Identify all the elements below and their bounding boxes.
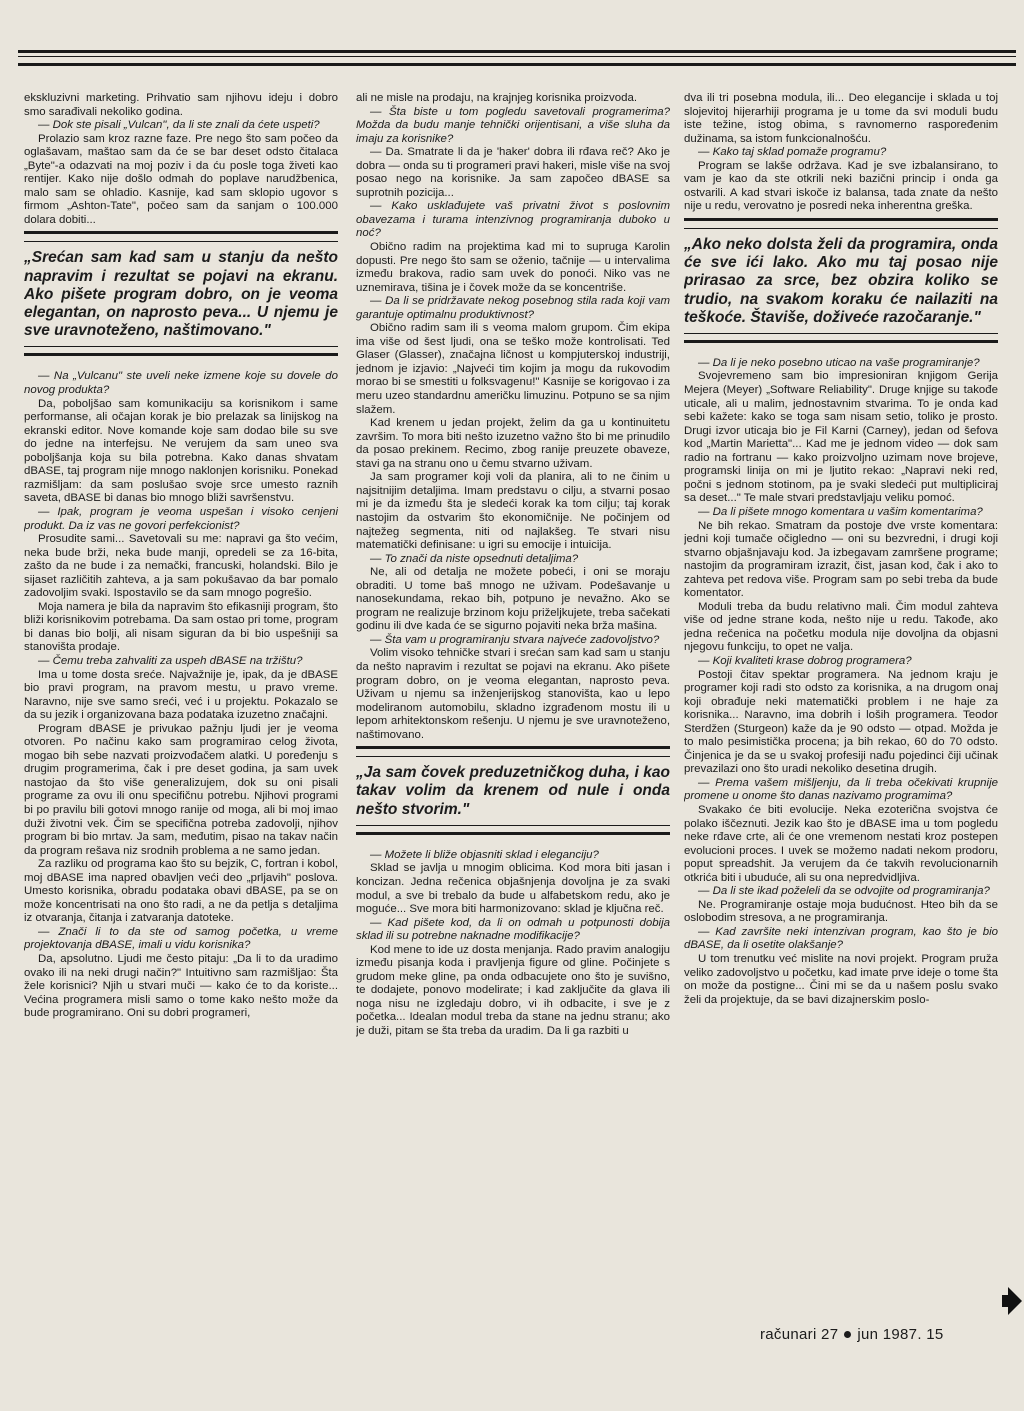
paragraph: Svakako će biti evolucije. Neka ezoterična svojstva će polako iščeznuti. Jezik kao što je dBASE ima u tom pogledu neke rđave crte, ali će one vremenom nestati kroz postepen evolucioni proces. I uvek se možemo nadati nekom prodoru, poput spreadshit. Ja verujem da će takvih revolucionarnih otkrića biti i ubuduće, ali su ona nepredvidljiva. — [684, 803, 998, 884]
pull-quote-rule-bottom — [684, 333, 998, 343]
pull-quote-rule-bottom — [356, 825, 670, 835]
paragraph: Prosudite sami... Savetovali su me: napravi ga što većim, neka bude brži, neka bude manji, opredeli se za 16-bita, zašto da ne bude i za nemački, francuski, holandski. Bilo je sijaset različitih zahteva, a ja sam pokušavao da bar pomalo zadovoljim svaki. Ispostavilo se da sam mnogo pogrešio. — [24, 533, 338, 600]
question: — Čemu treba zahvaliti za uspeh dBASE na tržištu? — [38, 654, 303, 667]
question: — Kad pišete kod, da li on odmah u potpunosti dobija sklad ili su potrebne naknadne modifikacije? — [356, 916, 670, 943]
paragraph: Da, poboljšao sam komunikaciju sa korisnikom i same performanse, ali očajan korak je bio prelazak sa linijskog na ekranski editor. Nove komande koje sam dodao bile su sve do jedne na interfejsu. Ne verujem da sam uneo sva poboljšanja koja su bila potrebna. Kako danas shvatam dBASE, taj program nije mnogo naklonjen korisniku. Ponekad razmišljam: da sam poslušao svoje srce umesto raznih saveta, dBASE bi danas bio mnogo bliži savršenstvu. — [24, 397, 338, 505]
question: — Na „Vulcanu" ste uveli neke izmene koje su dovele do novog produkta? — [24, 370, 338, 397]
top-rule — [18, 50, 1016, 66]
paragraph: Kod mene to ide uz dosta menjanja. Rado pravim analogiju između pisanja koda i pravljenja figure od gline. Počinjete s grudom meke gline, pa onda odbacujete ono što je suvišno, te dodajete, ponovo modelirate; i kad zaključite da glava ili noga nisu ne izgledaju dobro, vi ih odbacite, i sve je z početka... Idealan modul treba da stane na jednu stranu; ako je duži, pitam se šta treba da uradim. Da li ga razbiti u — [356, 943, 670, 1037]
pull-quote-rule-top — [684, 218, 998, 229]
question: — Da li pišete mnogo komentara u vašim komentarima? — [698, 505, 983, 518]
question: — Kad završite neki intenzivan program, kao što je bio dBASE, da li osetite olakšanje? — [684, 925, 998, 952]
paragraph: Moduli treba da budu relativno mali. Čim modul zahteva više od jedne strane koda, nešto nije u redu. Takođe, ako jedna rečenica na početku modula nije dovoljna da objasni njegovu funkciju, to opet ne valja. — [684, 600, 998, 654]
question: — Šta biste u tom pogledu savetovali programerima? Možda da budu manje tehnički orijentisani, a više sluha da imaju za korisnike? — [356, 105, 670, 145]
question: — Dok ste pisali „Vulcan", da li ste znali da ćete uspeti? — [38, 119, 320, 132]
paragraph: Ja sam programer koji voli da planira, ali to ne činim u najsitnijim detaljima. Imam predstavu o cilju, a stvarni posao mi je da između šta je sledeći korak ka tom cilju; taj korak nastojim da ostvarim što ekonomičnije. Ne počinjem od najtežeg segmenta, niti od najlakšeg. Te stvari nisu matematički definisane: u igri su emocije i intuicija. — [356, 471, 670, 552]
continue-arrow-icon — [1008, 1287, 1022, 1315]
question: — Da li se pridržavate nekog posebnog stila rada koji vam garantuje optimalnu produktivnost? — [356, 295, 670, 321]
question: — Da li ste ikad poželeli da se odvojite od programiranja? — [698, 885, 990, 898]
pull-quote: „Ja sam čovek preduzetničkog duha, i kao takav volim da krenem od nule i onda nešto stvorim." — [356, 764, 670, 818]
question: — To znači da niste opsednuti detaljima? — [370, 552, 579, 565]
question: — Kako usklađujete vaš privatni život s poslovnim obavezama i turama intenzivnog programiranja duboko u noć? — [356, 200, 670, 240]
paragraph: Ne. Programiranje ostaje moja budućnost. Hteo bih da se oslobodim stresova, a ne programiranja. — [684, 898, 998, 925]
question: — Koji kvaliteti krase dobrog programera? — [698, 654, 912, 667]
question: — Znači li to da ste od samog početka, u vreme projektovanja dBASE, imali u vidu korisnika? — [24, 925, 338, 952]
pull-quote-rule-top — [24, 231, 338, 242]
paragraph: — Da. Smatrate li da je 'haker' dobra ili rđava reč? Ako je dobra — onda su ti programeri pravi hakeri, misle više na svoj posao nego na korisnike. Ja sam započeo dBASE sa suprotnih pozicija... — [356, 146, 670, 199]
pull-quote: „Srećan sam kad sam u stanju da nešto napravim i rezultat se pojavi na ekranu. Ako pišete program dobro, on je veoma elegantan, on naprosto peva... U njemu je sve uravnoteženo, naštimovano." — [24, 249, 338, 340]
paragraph: Volim visoko tehničke stvari i srećan sam kad sam u stanju da nešto napravim i rezultat se pojavi na ekranu. Ako pišete program dobro, on je veoma elegantan, naprosto peva. Uživam u njemu sa inženjerijskog stanovišta, kao u lepo modeliranom automobilu, skladno izgrađenom mostu ili u lepom arhitektonskom rešenju. U njemu je sve uravnoteženo, naštimovano. — [356, 647, 670, 741]
paragraph: Kad krenem u jedan projekt, želim da ga u kontinuitetu završim. To mora biti nešto izuzetno važno što bi me prinudilo da posao prekinem. Recimo, zbog ranije preuzete obaveze, stavi ga na stranu ono u čemu stvarno uživam. — [356, 417, 670, 470]
pull-quote: „Ako neko dolsta želi da programira, onda će sve ići lako. Ako mu taj posao nije prirasao za srce, bez obzira koliko se trudio, na svakom koraku će nailaziti na teškoće. Štaviše, doživeće razočaranje." — [684, 235, 998, 326]
paragraph: Svojevremeno sam bio impresioniran knjigom Gerija Mejera (Meyer) „Software Reliability". Druge knjige su takođe uticale, ali u malim, jednostavnim stvarima. To je onda kad sebi kažete: kako se toga sam nisam setio, toliko je prosto. Drugi izvor uticaja bio je Fil Karni (Carney), jedan od šefova kod „Martin Marietta"... Kad me je jednom video — dok sam radio na fortranu — kako proizvoljno uzimam nove brojeve, programski linija on mi je ljutito rekao: „Napravi neki red, počni s jednom stotinom, pa je svaki sledeći put multipliciraj sa deset..." Te male stvari predstavljaju veliku pomoć. — [684, 370, 998, 505]
paragraph: Ne bih rekao. Smatram da postoje dve vrste komentara: jedni koji tumače očigledno — oni su bezvredni, i drugi koji stvarno objašnjavaju kod. Ja izbegavam zamršene programe; nastojim da programiram izrazit, čist, jasan kod, čak i ako to zahteva pet redova više. Program sam po sebi treba da bude komentator. — [684, 519, 998, 600]
paragraph: Za razliku od programa kao što su bejzik, C, fortran i kobol, moj dBASE ima napred obavljen veći deo „prljavih" poslova. Umesto korisnika, obradu podataka obavi dBASE, pa se on može koncentrisati na ono što radi, a ne da petlja s detaljima iz otvaranja, čitanja i zatvaranja datoteke. — [24, 858, 338, 925]
paragraph: Program se lakše održava. Kad je sve izbalansirano, to vam je kao da ste otkrili neki bazični princip i onda ga ostvarili. A kad stvari iskoče iz balansa, tada znate da nešto nije u redu, verovatno je posredi neka inherentna greška. — [684, 159, 998, 213]
question: — Prema vašem mišljenju, da li treba očekivati krupnije promene u onome što danas nazivamo programima? — [684, 776, 998, 803]
paragraph: Ima u tome dosta sreće. Najvažnije je, ipak, da je dBASE bio pravi program, na pravom mestu, u pravo vreme. Naravno, nije sve samo sreći, već i u projektu. Pokazalo se da su jezik i organizovana baza podataka izuzetno značajni. — [24, 668, 338, 722]
paragraph: Program dBASE je privukao pažnju ljudi jer je veoma otvoren. Po načinu kako sam programirao celog života, mogao bih sebe nazvati proizvođačem alatki. U poređenju s drugim programerima, čak i pre deset godina, ja sam uvek nastojao da što više generalizujem, dok su oni pisali programe za ovu ili onu specifičnu potrebu. Njihovi programi bi po pravilu bili gotovi mnogo ranije od moga, ali bi moj imao duži životni vek. Čim se specifična potreba zadovolji, njihov program bi bio mrtav. Ja sam, međutim, pisao na takav način da program rešava niz srodnih problema a ne samo jedan. — [24, 722, 338, 857]
paragraph: Postoji čitav spektar programera. Na jednom kraju je programer koji radi sto odsto za korisnika, a na drugom onaj koji obrađuje neki matematički problem i ne haje za korisnika... Naravno, ima dobrih i loših programera. Teodor Sterdžen (Sturgeon) kaže da je 90 odsto — otpad. Možda je to malo pesimistička procena; ja bih rekao, 60 do 70 odsto. Činjenica je da se u svakoj profesiji nađu pojedinci čiji učinak prevazilazi ono što uradi nekoliko desetina drugih. — [684, 668, 998, 776]
paragraph: dva ili tri posebna modula, ili... Deo elegancije i sklada u toj slojevitoj hijerarhiji programa je u tome da svi moduli budu iste težine, istog obima, s ravnomerno raspoređenim dužinama, sa istom funkcionalnošću. — [684, 92, 998, 145]
paragraph: ekskluzivni marketing. Prihvatio sam njihovu ideju i dobro smo sarađivali nekoliko godina. — [24, 92, 338, 118]
page-number: 15 — [926, 1326, 944, 1343]
magazine-name: računari 27 — [760, 1326, 839, 1343]
paragraph: U tom trenutku već mislite na novi projekt. Program pruža veliko zadovoljstvo u početku, kad imate prve ideje o tome šta on može da postigne... Čini mi se da u našem poslu svako želi da projektuje, da se bavi dizajnerskim poslo- — [684, 953, 998, 1006]
bullet-icon — [844, 1331, 851, 1338]
paragraph: Da, apsolutno. Ljudi me često pitaju: „Da li to da uradimo ovako ili na neki drugi način?" Intuitivno sam razmišljao: Šta žele korisnici? Njih u stvari muči — kako će to da koriste... Većina programera misli samo o tome kako nešto može da bude programirano. Oni su dobri programeri, — [24, 953, 338, 1020]
question: — Ipak, program je veoma uspešan i visoko cenjeni produkt. Da iz vas ne govori perfekcionist? — [24, 505, 338, 532]
column-1 — [24, 92, 338, 1372]
column-3 — [684, 92, 998, 1318]
column-2 — [356, 92, 670, 1372]
page-footer — [760, 1326, 944, 1343]
question: — Možete li bliže objasniti sklad i eleganciju? — [370, 848, 599, 861]
paragraph: ali ne misle na prodaju, na krajnjeg korisnika proizvoda. — [356, 92, 638, 104]
question: — Šta vam u programiranju stvara najveće zadovoljstvo? — [370, 633, 660, 646]
paragraph: Ne, ali od detalja ne možete pobeći, i oni se moraju obraditi. U tome baš mnogo ne uživam. Podešavanje u nanosekundama, rekao bih, potpuno je nevažno. Ako se program ne realizuje brzinom koju priželjkujete, treba sačekati godinu ili dve kada će se sigurno pojaviti neka brža mašina. — [356, 566, 670, 633]
issue-date: jun 1987. — [857, 1326, 922, 1343]
paragraph: Obično radim sam ili s veoma malom grupom. Čim ekipa ima više od šest ljudi, ona se teško može kontrolisati. Ted Glaser (Glasser), značajna ličnost u kompjuterskoj industriji, jednom je izjavio: „Najveći tim kojim ja mogu da rukovodim morao bi se smestiti u folksvagenu!" Kasnije se korigovao i za meru uzeo standardnu američku limuzinu. Potpuno se sa njim slažem. — [356, 322, 670, 416]
pull-quote-rule-bottom — [24, 346, 338, 356]
question: — Kako taj sklad pomaže programu? — [698, 146, 887, 159]
question: — Da li je neko posebno uticao na vaše programiranje? — [698, 356, 980, 369]
pull-quote-rule-top — [356, 746, 670, 757]
paragraph: Sklad se javlja u mnogim oblicima. Kod mora biti jasan i koncizan. Jedna rečenica objašnjenja dovoljna je za svaki modul, a sve bi trebalo da bude u alfabetskom redu, ako je moguće... Sve mora biti harmonizovano: sklad je ključna reč. — [356, 862, 670, 916]
paragraph: Obično radim na projektima kad mi to supruga Karolin dopusti. Pre nego što sam se oženio, tačnije — u intervalima između brakova, radio sam uvek do ponoći. Niko vas ne uznemirava, tišina je i čovek može da se koncentriše. — [356, 241, 670, 294]
paragraph: Prolazio sam kroz razne faze. Pre nego što sam počeo da oglašavam, maštao sam da će se bar deset odsto čitalaca „Byte"-a odazvati na moj poziv i da ću posle toga živeti kao rentijer. Kako nije došlo odmah do poplave narudžbenica, malo sam se ohladio. Kasnije, kad sam sklopio ugovor s firmom „Ashton-Tate", počeo sam da sanjam o 100.000 dolara dobiti... — [24, 132, 338, 226]
paragraph: Moja namera je bila da napravim što efikasniji program, što bliži korisnikovim potrebama. Da sam ostao pri tome, program bi danas bio bolji, ali nisam siguran da bi bio uspešniji sa stanovišta prodaje. — [24, 600, 338, 654]
